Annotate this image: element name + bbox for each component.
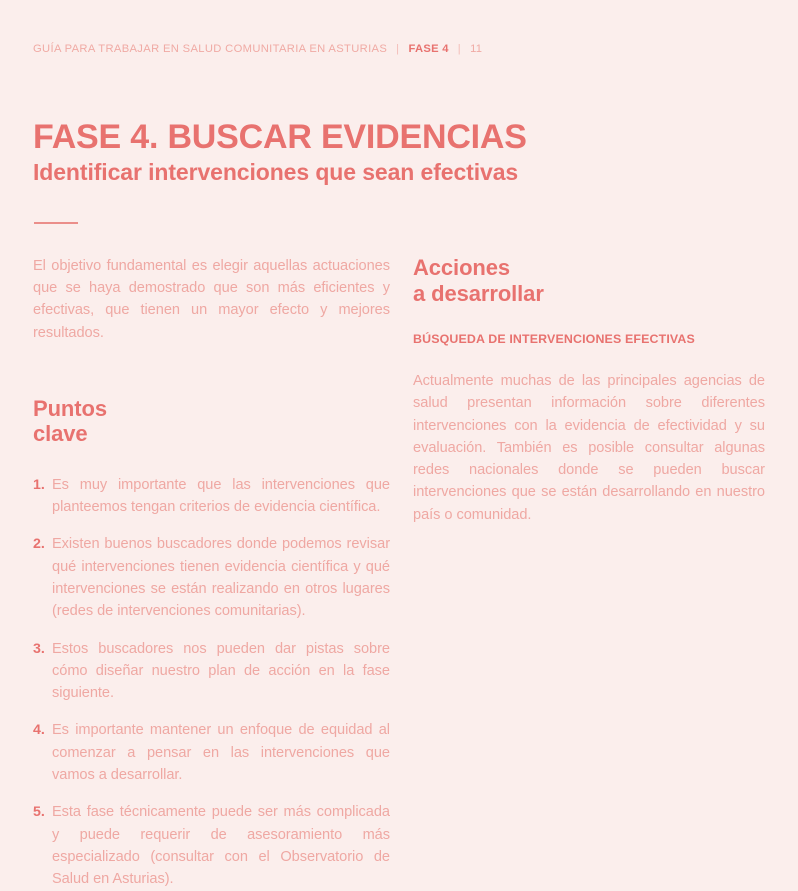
list-item (33, 801, 390, 890)
list-item-text: Estos buscadores nos pueden dar pistas sobre cómo diseñar nuestro plan de acción en la fase siguiente. (52, 640, 390, 702)
running-header (33, 43, 765, 55)
list-item-number: 2. (33, 536, 45, 553)
running-header-page-number: 11 (470, 43, 483, 55)
key-points-list (33, 474, 390, 891)
running-header-separator-2: | (457, 43, 462, 55)
running-header-guide-title: GUÍA PARA TRABAJAR EN SALUD COMUNITARIA EN ASTURIAS (33, 43, 388, 55)
section-heading-acciones-a-desarrollar (413, 255, 765, 306)
section-divider-rule (34, 222, 78, 224)
list-item-text: Es muy importante que las intervenciones que planteemos tengan criterios de evidencia científica. (52, 476, 390, 516)
page-subtitle: Identificar intervenciones que sean efectivas (33, 159, 519, 185)
list-item-text: Es importante mantener un enfoque de equidad al comenzar a pensar en las intervenciones que vamos a desarrollar. (52, 722, 390, 784)
section-heading-line-1: Puntos (33, 395, 107, 421)
content-columns (33, 255, 765, 891)
list-item-number: 3. (33, 640, 45, 657)
running-header-phase: FASE 4 (408, 43, 449, 55)
list-item (33, 719, 390, 786)
section-heading-line-1: Acciones (413, 255, 511, 280)
list-item-number: 5. (33, 804, 45, 821)
list-item (33, 638, 390, 705)
intro-paragraph: El objetivo fundamental es elegir aquellas actuaciones que se haya demostrado que son más eficientes y efectivas, que tienen un mayor efecto y mejores resultados. (33, 258, 390, 341)
running-header-separator-1: | (396, 43, 400, 55)
right-column (413, 255, 765, 891)
section-heading-line-2: a desarrollar (413, 280, 544, 306)
title-block (33, 118, 765, 186)
list-item (33, 474, 390, 519)
list-item (33, 533, 390, 622)
section-heading-puntos-clave (33, 396, 390, 447)
right-column-body-paragraph: Actualmente muchas de las principales agencias de salud presentan información sobre diferentes intervenciones con la evidencia de efectividad y su evaluación. También es posible consultar algunas redes nacionales donde se pueden buscar intervenciones que se están desarrollando en nuestro país o comunidad. (413, 373, 765, 523)
list-item-number: 4. (33, 722, 45, 739)
list-item-number: 1. (33, 476, 45, 493)
sub-heading-busqueda-intervenciones: BÚSQUEDA DE INTERVENCIONES EFECTIVAS (413, 332, 695, 346)
section-heading-line-2: clave (33, 421, 88, 447)
left-column (33, 255, 390, 891)
list-item-text: Esta fase técnicamente puede ser más complicada y puede requerir de asesoramiento más especializado (consultar con el Observatorio de Salud en Asturias). (52, 804, 390, 888)
list-item-text: Existen buenos buscadores donde podemos revisar qué intervenciones tienen evidencia científica y qué intervenciones se están realizando en otros lugares (redes de intervenciones comunitarias). (52, 536, 390, 620)
page-title: FASE 4. BUSCAR EVIDENCIAS (33, 118, 527, 156)
